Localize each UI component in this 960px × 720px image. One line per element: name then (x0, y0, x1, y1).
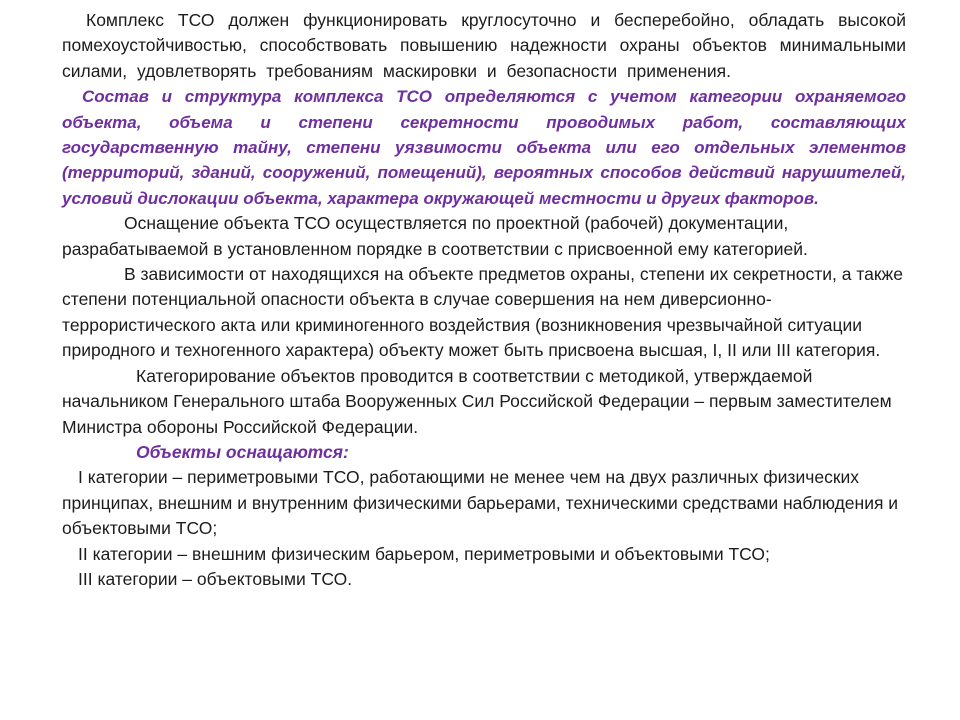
slide-content (62, 8, 906, 592)
paragraph-intro: Комплекс ТСО должен функционировать круглосуточно и бесперебойно, обладать высокой помехоустойчивостью, способствовать повышению надежности охраны объектов минимальными силами, удовлетворять требованиям маскировки и безопасности применения. (62, 10, 906, 81)
list-item-category-3: III категории – объектовыми ТСО. (78, 568, 353, 589)
equipped-heading: Объекты оснащаются: (136, 441, 349, 462)
list-item-category-2: II категории – внешним физическим барьером, периметровыми и объектовыми ТСО; (78, 543, 770, 564)
list-item-category-1: I категории – периметровыми ТСО, работающими не менее чем на двух различных физических принципах, внешним и внутренним физическими барьерами, техническими средствами наблюдения и объектовыми ТСО; (62, 467, 899, 539)
paragraph-structure-emphasis: Состав и структура комплекса ТСО определяются с учетом категории охраняемого объекта, объема и степени секретности проводимых работ, составляющих государственную тайну, степени уязвимости объекта или его отдельных элементов (территорий, зданий, сооружений, помещений), вероятных способов действий нарушителей, условий дислокации объекта, характера окружающей местности и других факторов. (62, 87, 906, 208)
paragraph-categories: В зависимости от находящихся на объекте предметов охраны, степени их секретности, а также степени потенциальной опасности объекта в случае совершения на нем диверсионно-террористического акта или криминогенного воздействия (возникновения чрезвычайной ситуации природного и техногенного характера) объекту может быть присвоена высшая, I, II или III категория. (62, 264, 903, 361)
paragraph-equipment: Оснащение объекта ТСО осуществляется по проектной (рабочей) документации, разрабатываемой в установленном порядке в соответствии с присвоенной ему категорией. (62, 213, 808, 259)
paragraph-categorization: Категорирование объектов проводится в соответствии с методикой, утверждаемой начальником Генерального штаба Вооруженных Сил Российской Федерации – первым заместителем Министра обороны Российской Федерации. (62, 365, 892, 437)
